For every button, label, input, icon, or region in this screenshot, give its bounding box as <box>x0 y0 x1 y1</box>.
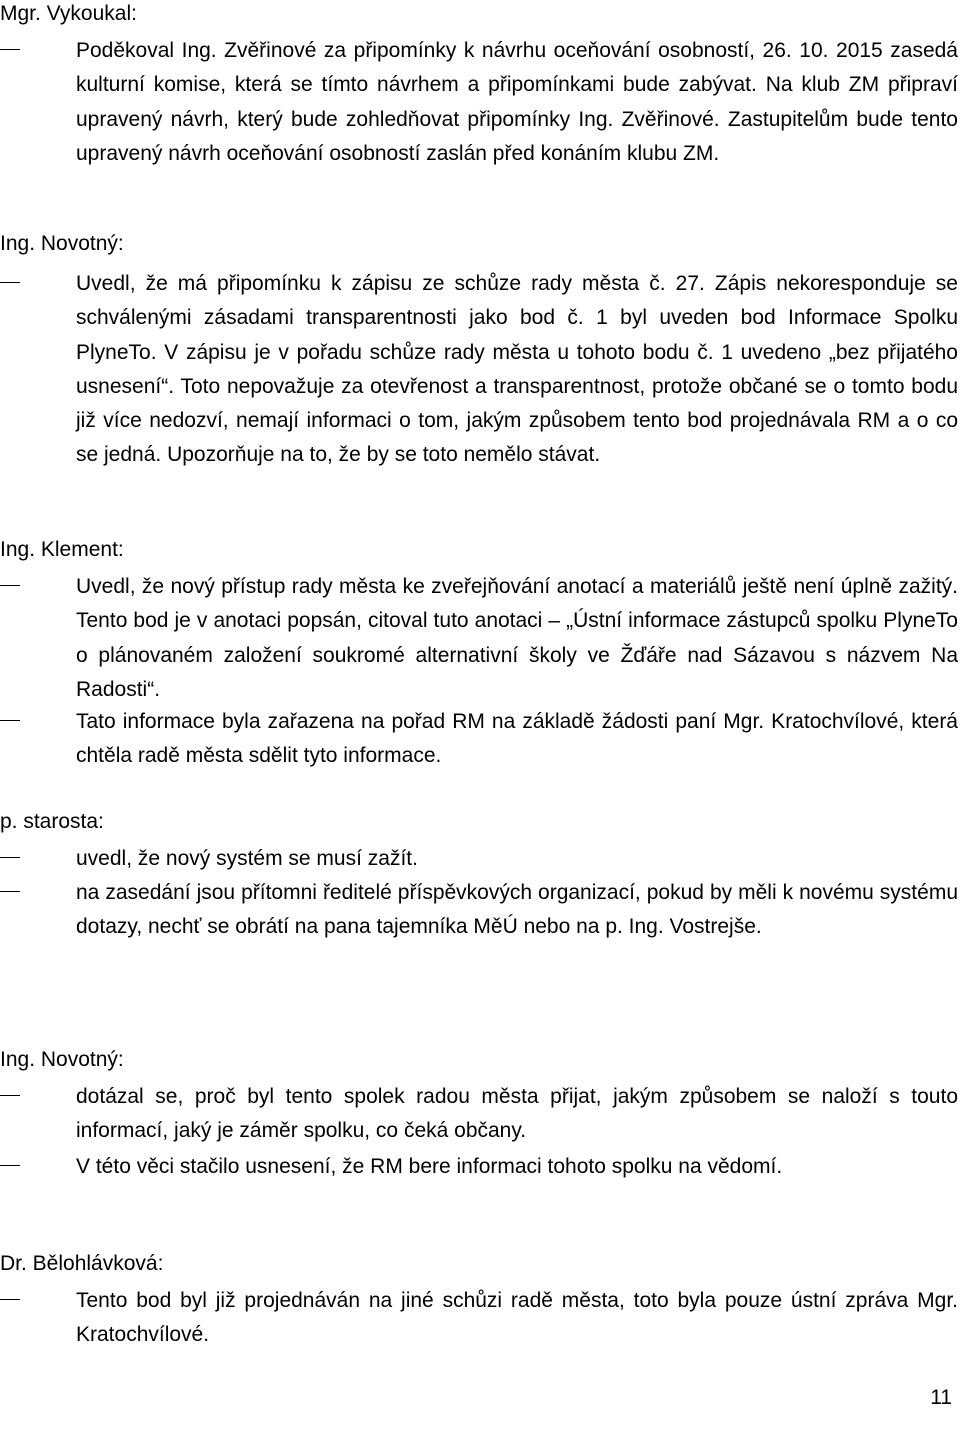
list-item-text: Tato informace byla zařazena na pořad RM na základě žádosti paní Mgr. Kratochvílové, která chtěla radě města sdělit tyto informace. <box>76 710 958 768</box>
list-item-text: V této věci stačilo usnesení, že RM bere informaci tohoto spolku na vědomí. <box>76 1155 783 1178</box>
speaker-name: Ing. Novotný: <box>0 1048 124 1071</box>
speaker-name: Ing. Klement: <box>0 538 124 561</box>
speaker-name: Ing. Novotný: <box>0 232 124 255</box>
list-item-text: Uvedl, že nový přístup rady města ke zveřejňování anotací a materiálů ještě není úplně zažitý. Tento bod je v anotaci popsán, citoval tuto anotaci – „Ústní informace zástupců spolku PlyneTo o plánovaném založení soukromé alternativní školy ve Žďáře nad Sázavou s názvem Na Radosti“. <box>76 575 958 701</box>
list-item-text: uvedl, že nový systém se musí zažít. <box>76 847 418 870</box>
dash-bullet-icon <box>0 282 20 283</box>
dash-bullet-icon <box>0 585 20 586</box>
dash-bullet-icon <box>0 1095 20 1096</box>
dash-bullet-icon <box>0 49 20 50</box>
list-item-text: Poděkoval Ing. Zvěřinové za připomínky k návrhu oceňování osobností, 26. 10. 2015 zasedá kulturní komise, která se tímto návrhem a připomínkami bude zabývat. Na klub ZM připraví upravený návrh, který bude zohledňovat připomínky Ing. Zvěřinové. Zastupitelům bude tento upravený návrh oceňování osobností zaslán před konáním klubu ZM. <box>76 39 958 165</box>
dash-bullet-icon <box>0 857 20 858</box>
dash-bullet-icon <box>0 1165 20 1166</box>
page-number: 11 <box>930 1386 952 1409</box>
speaker-name: Mgr. Vykoukal: <box>0 2 137 25</box>
list-item-text: dotázal se, proč byl tento spolek radou města přijat, jakým způsobem se naloží s touto informací, jaký je záměr spolku, co čeká občany. <box>76 1085 958 1143</box>
dash-bullet-icon <box>0 891 20 892</box>
dash-bullet-icon <box>0 1299 20 1300</box>
list-item-text: Uvedl, že má připomínku k zápisu ze schůze rady města č. 27. Zápis nekoresponduje se schválenými zásadami transparentnosti jako bod č. 1 byl uveden bod Informace Spolku PlyneTo. V zápisu je v pořadu schůze rady města u tohoto bodu č. 1 uvedeno „bez přijatého usnesení“. Toto nepovažuje za otevřenost a transparentnost, protože občané se o tomto bodu již více nedozví, nemají informaci o tom, jakým způsobem tento bod projednávala RM a o co se jedná. Upozorňuje na to, že by se toto nemělo stávat. <box>76 272 958 467</box>
list-item-text: na zasedání jsou přítomni ředitelé příspěvkových organizací, pokud by měli k novému systému dotazy, nechť se obrátí na pana tajemníka MěÚ nebo na p. Ing. Vostrejše. <box>76 881 958 939</box>
list-item-text: Tento bod byl již projednáván na jiné schůzi radě města, toto byla pouze ústní zpráva Mgr. Kratochvílové. <box>76 1289 958 1347</box>
speaker-name: p. starosta: <box>0 810 104 833</box>
dash-bullet-icon <box>0 720 20 721</box>
speaker-name: Dr. Bělohlávková: <box>0 1252 164 1275</box>
